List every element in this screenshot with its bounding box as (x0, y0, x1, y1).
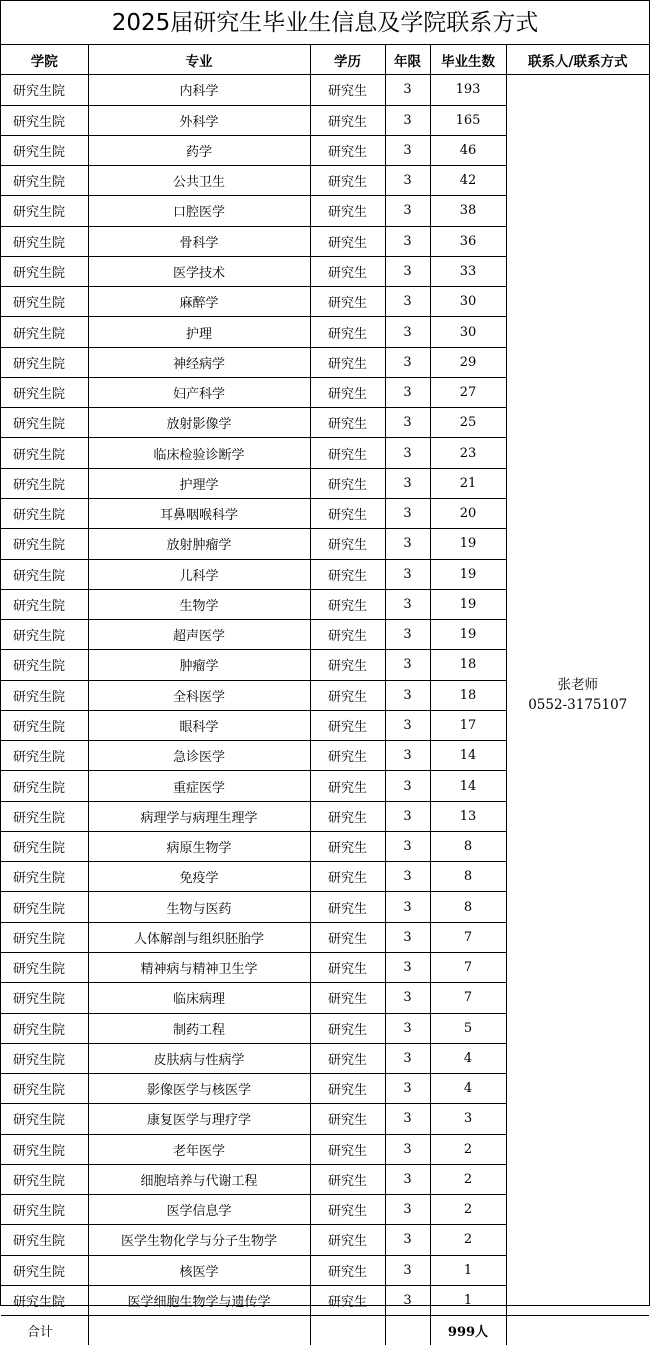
cell-count: 36 (430, 226, 506, 256)
cell-college: 研究生院 (1, 317, 88, 347)
cell-count: 165 (430, 105, 506, 135)
cell-degree: 研究生 (310, 287, 385, 317)
cell-college: 研究生院 (1, 498, 88, 528)
header-row (1, 45, 649, 75)
cell-degree: 研究生 (310, 135, 385, 165)
cell-years: 3 (385, 589, 430, 619)
total-label: 合计 (1, 1316, 88, 1345)
cell-college: 研究生院 (1, 952, 88, 982)
cell-degree: 研究生 (310, 226, 385, 256)
cell-count: 2 (430, 1164, 506, 1194)
cell-major: 康复医学与理疗学 (88, 1104, 310, 1134)
cell-major: 重症医学 (88, 771, 310, 801)
cell-degree: 研究生 (310, 75, 385, 105)
cell-years: 3 (385, 1104, 430, 1134)
cell-years: 3 (385, 256, 430, 286)
cell-major: 儿科学 (88, 559, 310, 589)
header-years: 年限 (385, 45, 430, 75)
cell-degree: 研究生 (310, 922, 385, 952)
cell-degree: 研究生 (310, 1134, 385, 1164)
cell-degree: 研究生 (310, 801, 385, 831)
cell-college: 研究生院 (1, 166, 88, 196)
cell-college: 研究生院 (1, 226, 88, 256)
cell-years: 3 (385, 196, 430, 226)
cell-major: 影像医学与核医学 (88, 1074, 310, 1104)
total-empty-major (88, 1316, 310, 1345)
cell-degree: 研究生 (310, 650, 385, 680)
cell-years: 3 (385, 226, 430, 256)
cell-degree: 研究生 (310, 1043, 385, 1073)
header-major: 专业 (88, 45, 310, 75)
cell-degree: 研究生 (310, 166, 385, 196)
cell-count: 23 (430, 438, 506, 468)
cell-college: 研究生院 (1, 105, 88, 135)
cell-major: 放射肿瘤学 (88, 529, 310, 559)
cell-college: 研究生院 (1, 287, 88, 317)
cell-degree: 研究生 (310, 1104, 385, 1134)
cell-major: 免疫学 (88, 862, 310, 892)
cell-years: 3 (385, 1225, 430, 1255)
contact-cell (506, 75, 649, 1316)
cell-major: 精神病与精神卫生学 (88, 952, 310, 982)
cell-college: 研究生院 (1, 1043, 88, 1073)
cell-count: 13 (430, 801, 506, 831)
cell-count: 27 (430, 377, 506, 407)
cell-years: 3 (385, 166, 430, 196)
cell-degree: 研究生 (310, 559, 385, 589)
cell-years: 3 (385, 710, 430, 740)
cell-major: 制药工程 (88, 1013, 310, 1043)
cell-degree: 研究生 (310, 892, 385, 922)
cell-major: 生物与医药 (88, 892, 310, 922)
cell-count: 19 (430, 529, 506, 559)
cell-degree: 研究生 (310, 589, 385, 619)
cell-count: 8 (430, 831, 506, 861)
cell-years: 3 (385, 559, 430, 589)
cell-college: 研究生院 (1, 196, 88, 226)
cell-major: 核医学 (88, 1255, 310, 1285)
cell-years: 3 (385, 468, 430, 498)
cell-degree: 研究生 (310, 1074, 385, 1104)
cell-degree: 研究生 (310, 377, 385, 407)
cell-degree: 研究生 (310, 408, 385, 438)
cell-count: 42 (430, 166, 506, 196)
contact-name: 张老师 (557, 677, 598, 694)
cell-major: 全科医学 (88, 680, 310, 710)
cell-count: 193 (430, 75, 506, 105)
cell-years: 3 (385, 741, 430, 771)
cell-degree: 研究生 (310, 1285, 385, 1315)
cell-years: 3 (385, 287, 430, 317)
cell-college: 研究生院 (1, 983, 88, 1013)
cell-major: 老年医学 (88, 1134, 310, 1164)
cell-college: 研究生院 (1, 559, 88, 589)
cell-major: 病原生物学 (88, 831, 310, 861)
cell-degree: 研究生 (310, 1255, 385, 1285)
header-college: 学院 (1, 45, 88, 75)
cell-count: 19 (430, 559, 506, 589)
cell-major: 医学细胞生物学与遗传学 (88, 1285, 310, 1315)
cell-degree: 研究生 (310, 620, 385, 650)
cell-count: 38 (430, 196, 506, 226)
cell-count: 2 (430, 1195, 506, 1225)
cell-years: 3 (385, 1134, 430, 1164)
header-degree: 学历 (310, 45, 385, 75)
cell-college: 研究生院 (1, 862, 88, 892)
cell-major: 人体解剖与组织胚胎学 (88, 922, 310, 952)
cell-count: 18 (430, 680, 506, 710)
cell-degree: 研究生 (310, 862, 385, 892)
cell-years: 3 (385, 650, 430, 680)
cell-years: 3 (385, 801, 430, 831)
cell-degree: 研究生 (310, 680, 385, 710)
cell-years: 3 (385, 438, 430, 468)
cell-years: 3 (385, 529, 430, 559)
cell-college: 研究生院 (1, 1255, 88, 1285)
cell-major: 病理学与病理生理学 (88, 801, 310, 831)
total-empty-degree (310, 1316, 385, 1345)
cell-years: 3 (385, 892, 430, 922)
total-row (1, 1316, 649, 1345)
cell-years: 3 (385, 862, 430, 892)
cell-count: 14 (430, 771, 506, 801)
cell-major: 妇产科学 (88, 377, 310, 407)
cell-major: 护理 (88, 317, 310, 347)
cell-count: 20 (430, 498, 506, 528)
cell-count: 17 (430, 710, 506, 740)
cell-major: 生物学 (88, 589, 310, 619)
cell-count: 4 (430, 1043, 506, 1073)
cell-college: 研究生院 (1, 741, 88, 771)
cell-degree: 研究生 (310, 347, 385, 377)
cell-years: 3 (385, 1043, 430, 1073)
table-body (1, 75, 649, 1345)
cell-years: 3 (385, 771, 430, 801)
cell-major: 骨科学 (88, 226, 310, 256)
cell-years: 3 (385, 983, 430, 1013)
cell-college: 研究生院 (1, 1285, 88, 1315)
cell-count: 46 (430, 135, 506, 165)
graduates-table (1, 45, 649, 1345)
cell-count: 7 (430, 922, 506, 952)
cell-college: 研究生院 (1, 1013, 88, 1043)
cell-major: 肿瘤学 (88, 650, 310, 680)
cell-years: 3 (385, 317, 430, 347)
cell-college: 研究生院 (1, 1134, 88, 1164)
table-row (1, 75, 649, 105)
cell-years: 3 (385, 952, 430, 982)
cell-count: 1 (430, 1285, 506, 1315)
cell-college: 研究生院 (1, 922, 88, 952)
cell-college: 研究生院 (1, 620, 88, 650)
cell-college: 研究生院 (1, 589, 88, 619)
total-empty-contact (506, 1316, 649, 1345)
cell-count: 2 (430, 1134, 506, 1164)
cell-years: 3 (385, 377, 430, 407)
cell-years: 3 (385, 347, 430, 377)
cell-major: 皮肤病与性病学 (88, 1043, 310, 1073)
total-empty-years (385, 1316, 430, 1345)
cell-major: 医学生物化学与分子生物学 (88, 1225, 310, 1255)
cell-college: 研究生院 (1, 1104, 88, 1134)
cell-college: 研究生院 (1, 256, 88, 286)
cell-major: 麻醉学 (88, 287, 310, 317)
cell-years: 3 (385, 831, 430, 861)
cell-major: 临床检验诊断学 (88, 438, 310, 468)
header-count: 毕业生数 (430, 45, 506, 75)
cell-college: 研究生院 (1, 892, 88, 922)
cell-count: 3 (430, 1104, 506, 1134)
cell-college: 研究生院 (1, 347, 88, 377)
cell-count: 25 (430, 408, 506, 438)
cell-college: 研究生院 (1, 135, 88, 165)
cell-major: 公共卫生 (88, 166, 310, 196)
cell-count: 30 (430, 287, 506, 317)
cell-years: 3 (385, 75, 430, 105)
cell-count: 18 (430, 650, 506, 680)
cell-count: 30 (430, 317, 506, 347)
cell-major: 外科学 (88, 105, 310, 135)
cell-years: 3 (385, 408, 430, 438)
cell-major: 医学信息学 (88, 1195, 310, 1225)
cell-years: 3 (385, 922, 430, 952)
cell-degree: 研究生 (310, 468, 385, 498)
cell-degree: 研究生 (310, 1164, 385, 1194)
cell-count: 1 (430, 1255, 506, 1285)
cell-count: 7 (430, 983, 506, 1013)
cell-major: 细胞培养与代谢工程 (88, 1164, 310, 1194)
cell-college: 研究生院 (1, 377, 88, 407)
cell-major: 医学技术 (88, 256, 310, 286)
cell-major: 急诊医学 (88, 741, 310, 771)
cell-count: 19 (430, 589, 506, 619)
cell-years: 3 (385, 620, 430, 650)
cell-degree: 研究生 (310, 983, 385, 1013)
header-contact: 联系人/联系方式 (506, 45, 649, 75)
cell-degree: 研究生 (310, 831, 385, 861)
cell-college: 研究生院 (1, 1225, 88, 1255)
cell-major: 神经病学 (88, 347, 310, 377)
cell-degree: 研究生 (310, 771, 385, 801)
cell-count: 4 (430, 1074, 506, 1104)
cell-college: 研究生院 (1, 1164, 88, 1194)
cell-degree: 研究生 (310, 105, 385, 135)
cell-college: 研究生院 (1, 831, 88, 861)
cell-college: 研究生院 (1, 680, 88, 710)
cell-degree: 研究生 (310, 1013, 385, 1043)
cell-college: 研究生院 (1, 75, 88, 105)
cell-major: 耳鼻咽喉科学 (88, 498, 310, 528)
cell-degree: 研究生 (310, 196, 385, 226)
cell-years: 3 (385, 135, 430, 165)
cell-college: 研究生院 (1, 771, 88, 801)
cell-count: 8 (430, 892, 506, 922)
cell-years: 3 (385, 105, 430, 135)
cell-count: 5 (430, 1013, 506, 1043)
cell-years: 3 (385, 1255, 430, 1285)
cell-count: 7 (430, 952, 506, 982)
cell-years: 3 (385, 1195, 430, 1225)
cell-degree: 研究生 (310, 952, 385, 982)
cell-college: 研究生院 (1, 529, 88, 559)
cell-major: 护理学 (88, 468, 310, 498)
cell-major: 口腔医学 (88, 196, 310, 226)
cell-years: 3 (385, 680, 430, 710)
cell-major: 内科学 (88, 75, 310, 105)
cell-count: 8 (430, 862, 506, 892)
cell-years: 3 (385, 1013, 430, 1043)
total-value: 999人 (430, 1316, 506, 1345)
cell-years: 3 (385, 1164, 430, 1194)
cell-count: 14 (430, 741, 506, 771)
cell-degree: 研究生 (310, 438, 385, 468)
cell-count: 21 (430, 468, 506, 498)
cell-major: 眼科学 (88, 710, 310, 740)
cell-count: 29 (430, 347, 506, 377)
cell-count: 19 (430, 620, 506, 650)
cell-years: 3 (385, 1285, 430, 1315)
cell-years: 3 (385, 1074, 430, 1104)
cell-degree: 研究生 (310, 498, 385, 528)
cell-degree: 研究生 (310, 741, 385, 771)
contact-phone: 0552-3175107 (528, 697, 628, 714)
cell-major: 超声医学 (88, 620, 310, 650)
cell-college: 研究生院 (1, 710, 88, 740)
cell-degree: 研究生 (310, 710, 385, 740)
cell-count: 33 (430, 256, 506, 286)
cell-major: 放射影像学 (88, 408, 310, 438)
cell-major: 药学 (88, 135, 310, 165)
cell-degree: 研究生 (310, 317, 385, 347)
cell-college: 研究生院 (1, 1074, 88, 1104)
document-title: 2025届研究生毕业生信息及学院联系方式 (1, 1, 649, 45)
cell-college: 研究生院 (1, 1195, 88, 1225)
cell-degree: 研究生 (310, 256, 385, 286)
cell-major: 临床病理 (88, 983, 310, 1013)
cell-degree: 研究生 (310, 529, 385, 559)
cell-college: 研究生院 (1, 438, 88, 468)
cell-college: 研究生院 (1, 801, 88, 831)
cell-count: 2 (430, 1225, 506, 1255)
cell-college: 研究生院 (1, 468, 88, 498)
cell-college: 研究生院 (1, 408, 88, 438)
cell-degree: 研究生 (310, 1195, 385, 1225)
cell-degree: 研究生 (310, 1225, 385, 1255)
cell-years: 3 (385, 498, 430, 528)
cell-college: 研究生院 (1, 650, 88, 680)
